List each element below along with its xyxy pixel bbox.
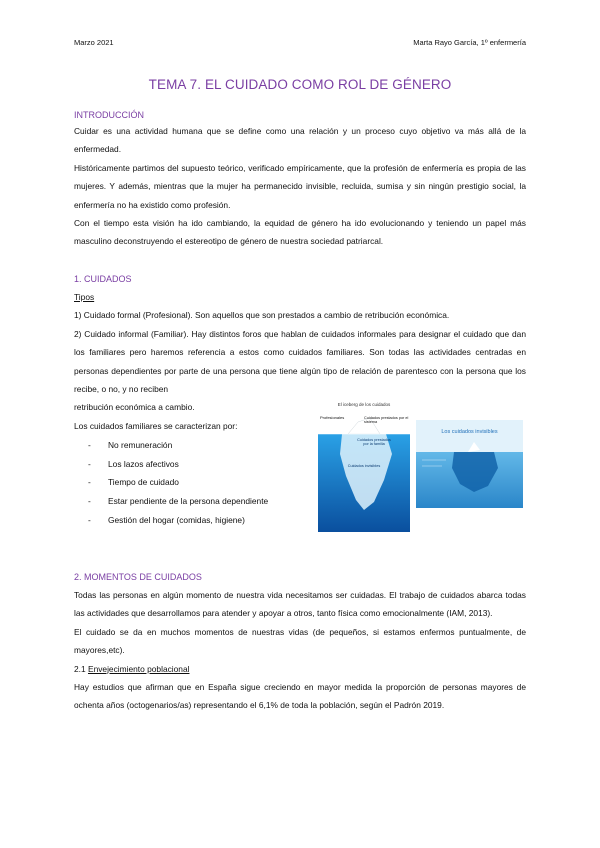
momentos-paragraph-2: El cuidado se da en muchos momentos de nuestras vidas (de pequeños, si estamos enfermos puntualmente, de mayores,etc).: [74, 626, 526, 656]
caracteristicas-list: [88, 436, 268, 529]
subsection-heading: [74, 660, 526, 678]
intro-paragraph-1: Cuidar es una actividad humana que se define como una relación y un proceso cuyo objetivo va más allá de la enfermedad.: [74, 126, 526, 155]
cuidados-invisibles-title: Los cuidados invisibles: [441, 429, 498, 435]
list-item: - Estar pendiente de la persona dependiente: [88, 496, 269, 507]
iceberg-figure-title: El iceberg de los cuidados: [337, 402, 391, 407]
iceberg-drawing: [318, 410, 410, 532]
intro-paragraph-2: Históricamente partimos del supuesto teórico, verificado empíricamente, que la profesión de enfermería es propia de las mujeres. Y además, mientras que la mujer ha permanecido invisible, recluida, sumisa y sin ningún prestigio social, la enfermería no ha existido como profesión.: [74, 162, 526, 210]
cuidados-heading: 1. CUIDADOS: [74, 274, 132, 284]
cuidados-body: [74, 288, 526, 435]
list-intro: Los cuidados familiares se caracterizan por:: [74, 420, 238, 431]
list-item: - Los lazos afectivos: [88, 458, 179, 469]
subsection-number: 2.1: [74, 663, 86, 674]
cuidado-informal-text: 2) Cuidado informal (Familiar). Hay distintos foros que hablan de cuidados informales para designar el cuidado que dan los familiares pero haremos referencia a estos como cuidados familiares. Son todas las actividades centradas en personas dependientes por parte de una persona que tiene algún tipo de relación de parentesco con la persona que los recibe, o no, y no reciben: [74, 328, 526, 395]
list-item: - No remuneración: [88, 440, 173, 450]
intro-heading: INTRODUCCIÓN: [74, 110, 144, 120]
subsection-title: Envejecimiento poblacional: [87, 663, 190, 674]
momentos-body: [74, 586, 526, 715]
list-item: - Gestión del hogar (comidas, higiene): [88, 514, 245, 525]
momentos-paragraph-3: Hay estudios que afirman que en España sigue creciendo en mayor medida la proporción de personas mayores de ochenta años (octogenarios/as) representando el 6,1% de toda la población, según el Padrón 2019.: [74, 682, 526, 711]
momentos-paragraph-1: Todas las personas en algún momento de nuestra vida necesitamos ser cuidadas. El trabajo de cuidados abarca todas las actividades que desarrollamos para atender y apoyar a otros, tanto física como emocionalmente (IAM, 2013).: [74, 590, 526, 619]
page-title: TEMA 7. EL CUIDADO COMO ROL DE GÉNERO: [148, 77, 452, 92]
iceberg-label-professional: Profesionales: [320, 415, 345, 420]
cuidado-informal-end: retribución económica a cambio.: [74, 402, 195, 413]
tipos-label: Tipos: [74, 292, 95, 302]
iceberg-label-family: Cuidados prestados por la familia: [357, 438, 391, 446]
cuidados-invisibles-figure: [416, 420, 523, 508]
momentos-heading: 2. MOMENTOS DE CUIDADOS: [74, 572, 202, 582]
header-date: Marzo 2021: [74, 38, 114, 47]
iceberg-label-system: Cuidados prestados por el sistema: [364, 416, 409, 424]
iceberg-label-invisible: Cuidados invisibles: [347, 464, 381, 468]
header-author: Marta Rayo García, 1º enfermería: [413, 38, 526, 47]
list-item: - Tiempo de cuidado: [88, 477, 179, 488]
intro-paragraph-3: Con el tiempo esta visión ha ido cambiando, la equidad de género ha ido evolucionando y teniendo un papel más masculino deconstruyendo el estereotipo de género de nuestra sociedad patriarcal.: [74, 218, 526, 247]
intro-body: [74, 122, 526, 251]
iceberg-figure: [318, 402, 410, 530]
cuidado-formal-text: 1) Cuidado formal (Profesional). Son aquellos que son prestados a cambio de retribución económica.: [74, 310, 450, 321]
